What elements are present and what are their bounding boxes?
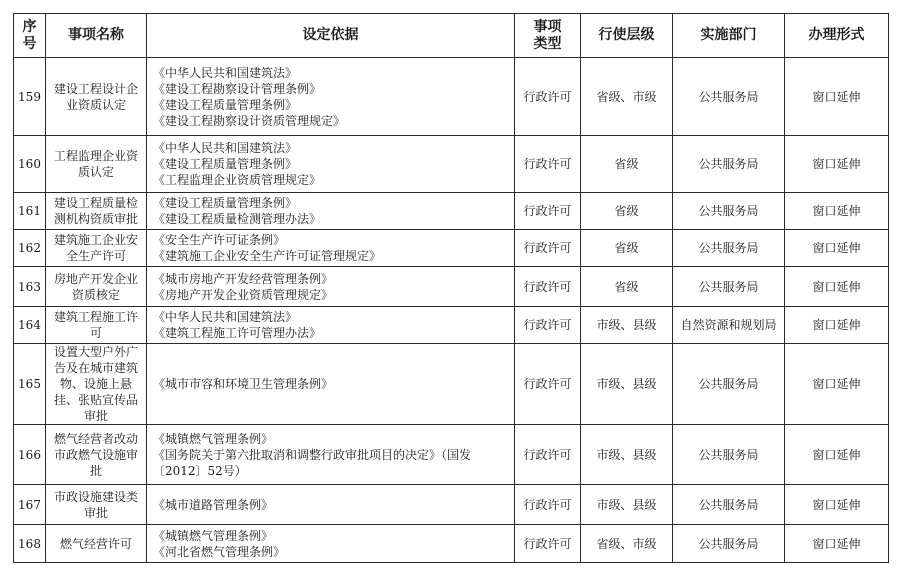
row-form: 窗口延伸 — [785, 344, 889, 425]
row-form: 窗口延伸 — [785, 485, 889, 525]
basis-line: 《建设工程质量管理条例》 — [153, 97, 298, 112]
row-seq: 167 — [14, 485, 46, 525]
table-row — [14, 425, 889, 485]
header-basis: 设定依据 — [147, 14, 515, 58]
row-seq: 164 — [14, 307, 46, 344]
row-level: 市级、县级 — [581, 425, 673, 485]
row-level: 市级、县级 — [581, 485, 673, 525]
row-level: 省级 — [581, 267, 673, 307]
row-seq: 168 — [14, 525, 46, 563]
basis-line: 《建设工程勘察设计资质管理规定》 — [153, 113, 346, 128]
row-basis — [147, 193, 515, 230]
row-item-name: 燃气经营许可 — [46, 525, 147, 563]
row-level: 省级 — [581, 136, 673, 193]
basis-line: 《建设工程质量管理条例》 — [153, 196, 298, 210]
row-form: 窗口延伸 — [785, 58, 889, 136]
row-item-type: 行政许可 — [515, 425, 581, 485]
row-item-type: 行政许可 — [515, 267, 581, 307]
row-department: 公共服务局 — [673, 485, 785, 525]
page — [13, 13, 889, 563]
row-seq: 160 — [14, 136, 46, 193]
table-row — [14, 136, 889, 193]
approval-items-table — [13, 13, 889, 563]
row-item-type: 行政许可 — [515, 344, 581, 425]
row-basis — [147, 136, 515, 193]
table-row — [14, 344, 889, 425]
basis-line: 《中华人民共和国建筑法》 — [153, 65, 298, 80]
basis-line: 《河北省燃气管理条例》 — [153, 544, 286, 559]
table-row — [14, 307, 889, 344]
row-item-type: 行政许可 — [515, 58, 581, 136]
row-item-type: 行政许可 — [515, 230, 581, 267]
row-item-name: 房地产开发企业资质核定 — [46, 267, 147, 307]
basis-line: 《建筑工程施工许可管理办法》 — [153, 326, 322, 340]
table-header-row — [14, 14, 889, 58]
table-row — [14, 230, 889, 267]
basis-line: 《城市市容和环境卫生管理条例》 — [153, 377, 334, 391]
table-row — [14, 485, 889, 525]
row-item-type: 行政许可 — [515, 525, 581, 563]
row-level: 省级 — [581, 230, 673, 267]
row-level: 省级 — [581, 193, 673, 230]
basis-line: 《安全生产许可证条例》 — [153, 233, 286, 247]
row-department: 公共服务局 — [673, 267, 785, 307]
header-form: 办理形式 — [785, 14, 889, 58]
basis-line: 《建设工程质量检测管理办法》 — [153, 212, 322, 226]
row-item-name: 建设工程质量检测机构资质审批 — [46, 193, 147, 230]
row-item-type: 行政许可 — [515, 307, 581, 344]
row-department: 公共服务局 — [673, 525, 785, 563]
row-level: 市级、县级 — [581, 344, 673, 425]
basis-line: 《城市道路管理条例》 — [153, 497, 274, 512]
basis-line: 《城镇燃气管理条例》 — [153, 431, 274, 446]
row-department: 公共服务局 — [673, 193, 785, 230]
row-basis — [147, 525, 515, 563]
row-item-type: 行政许可 — [515, 136, 581, 193]
basis-line: 《城市房地产开发经营管理条例》 — [153, 271, 334, 286]
table-row — [14, 193, 889, 230]
table-row — [14, 267, 889, 307]
row-department: 公共服务局 — [673, 344, 785, 425]
row-department: 自然资源和规划局 — [673, 307, 785, 344]
row-item-type: 行政许可 — [515, 485, 581, 525]
table-row — [14, 525, 889, 563]
basis-line: 《中华人民共和国建筑法》 — [153, 141, 298, 155]
row-basis — [147, 58, 515, 136]
row-form: 窗口延伸 — [785, 230, 889, 267]
header-department: 实施部门 — [673, 14, 785, 58]
header-item-type: 事项类型 — [515, 14, 581, 58]
basis-line: 《建设工程质量管理条例》 — [153, 157, 298, 171]
row-item-name: 建筑施工企业安全生产许可 — [46, 230, 147, 267]
row-department: 公共服务局 — [673, 136, 785, 193]
row-item-type: 行政许可 — [515, 193, 581, 230]
row-seq: 165 — [14, 344, 46, 425]
row-form: 窗口延伸 — [785, 307, 889, 344]
header-level: 行使层级 — [581, 14, 673, 58]
table-row — [14, 58, 889, 136]
basis-line: 《建筑施工企业安全生产许可证管理规定》 — [153, 249, 382, 263]
row-seq: 163 — [14, 267, 46, 307]
header-item-name: 事项名称 — [46, 14, 147, 58]
row-form: 窗口延伸 — [785, 193, 889, 230]
basis-line: 《建设工程勘察设计管理条例》 — [153, 81, 322, 96]
row-level: 市级、县级 — [581, 307, 673, 344]
row-item-name: 建设工程设计企业资质认定 — [46, 58, 147, 136]
row-item-name: 建筑工程施工许可 — [46, 307, 147, 344]
row-form: 窗口延伸 — [785, 267, 889, 307]
row-basis — [147, 230, 515, 267]
row-level: 省级、市级 — [581, 58, 673, 136]
row-seq: 166 — [14, 425, 46, 485]
basis-line: 《工程监理企业资质管理规定》 — [153, 173, 322, 187]
row-basis — [147, 344, 515, 425]
row-department: 公共服务局 — [673, 58, 785, 136]
row-item-name: 燃气经营者改动市政燃气设施审批 — [46, 425, 147, 485]
row-department: 公共服务局 — [673, 425, 785, 485]
row-item-name: 工程监理企业资质认定 — [46, 136, 147, 193]
row-basis — [147, 267, 515, 307]
row-basis — [147, 425, 515, 485]
row-item-name: 设置大型户外广告及在城市建筑物、设施上悬挂、张贴宣传品审批 — [46, 344, 147, 425]
row-seq: 161 — [14, 193, 46, 230]
row-basis — [147, 485, 515, 525]
row-level: 省级、市级 — [581, 525, 673, 563]
basis-line: 《城镇燃气管理条例》 — [153, 528, 274, 543]
row-form: 窗口延伸 — [785, 136, 889, 193]
row-form: 窗口延伸 — [785, 425, 889, 485]
row-item-name: 市政设施建设类审批 — [46, 485, 147, 525]
row-seq: 159 — [14, 58, 46, 136]
row-department: 公共服务局 — [673, 230, 785, 267]
row-basis — [147, 307, 515, 344]
basis-line: 《国务院关于第六批取消和调整行政审批项目的决定》（国发 — [153, 447, 472, 462]
basis-line: 《中华人民共和国建筑法》 — [153, 310, 298, 324]
basis-line: 〔2012〕52号） — [153, 463, 247, 478]
header-seq: 序号 — [14, 14, 46, 58]
basis-line: 《房地产开发企业资质管理规定》 — [153, 287, 334, 302]
row-seq: 162 — [14, 230, 46, 267]
row-form: 窗口延伸 — [785, 525, 889, 563]
